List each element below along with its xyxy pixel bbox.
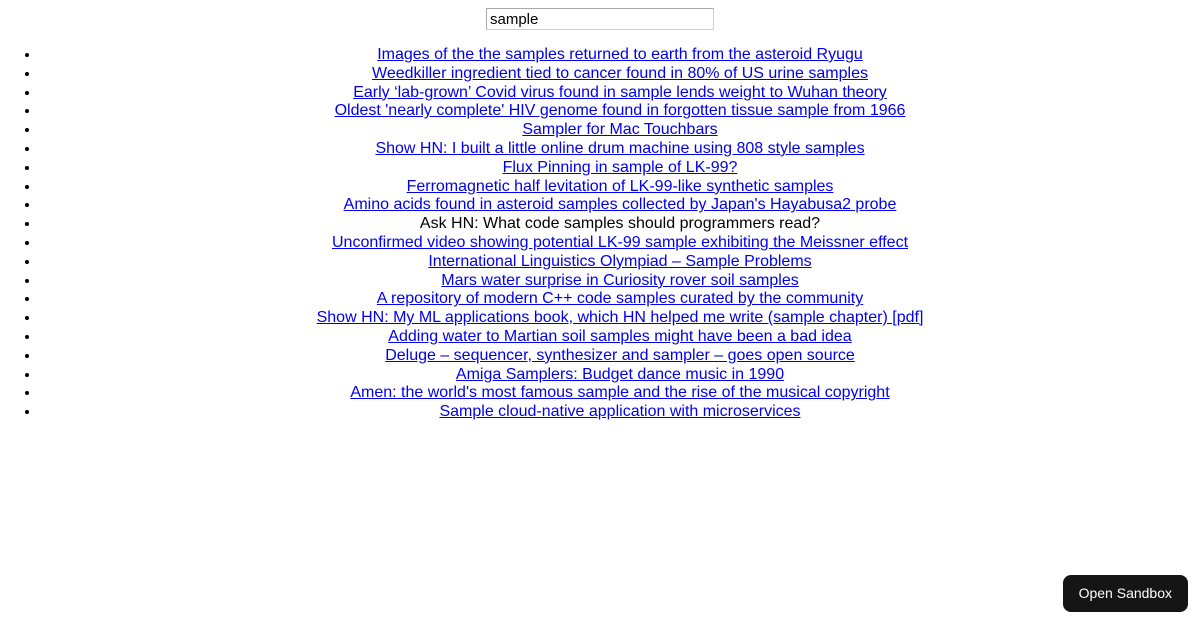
result-link[interactable]: Show HN: My ML applications book, which HN helped me write (sample chapter) [pdf]	[316, 309, 924, 327]
list-item	[40, 403, 1200, 422]
result-link[interactable]: Amen: the world's most famous sample and the rise of the musical copyright	[350, 384, 890, 402]
result-link[interactable]: Amiga Samplers: Budget dance music in 1990	[455, 365, 785, 383]
list-item	[40, 328, 1200, 347]
result-link[interactable]: Mars water surprise in Curiosity rover soil samples	[441, 271, 799, 289]
list-item	[40, 121, 1200, 140]
result-link[interactable]: Flux Pinning in sample of LK-99?	[502, 158, 738, 176]
result-link[interactable]: Sampler for Mac Touchbars	[522, 121, 718, 139]
result-link[interactable]: Deluge – sequencer, synthesizer and sampler – goes open source	[385, 346, 855, 364]
list-item	[40, 347, 1200, 366]
result-text: Ask HN: What code samples should programmers read?	[419, 215, 821, 233]
result-link[interactable]: Sample cloud-native application with microservices	[439, 403, 801, 421]
search-results-list	[0, 46, 1200, 422]
open-sandbox-button[interactable]: Open Sandbox	[1063, 575, 1188, 612]
list-item	[40, 215, 1200, 234]
result-link[interactable]: Early ‘lab-grown’ Covid virus found in sample lends weight to Wuhan theory	[353, 83, 887, 101]
list-item	[40, 384, 1200, 403]
result-link[interactable]: Amino acids found in asteroid samples collected by Japan's Hayabusa2 probe	[343, 196, 897, 214]
list-item	[40, 159, 1200, 178]
result-link[interactable]: Show HN: I built a little online drum machine using 808 style samples	[375, 139, 865, 157]
list-item	[40, 196, 1200, 215]
result-link[interactable]: Oldest 'nearly complete' HIV genome found in forgotten tissue sample from 1966	[334, 102, 906, 120]
list-item	[40, 272, 1200, 291]
list-item	[40, 234, 1200, 253]
search-input[interactable]	[486, 8, 714, 30]
result-link[interactable]: Unconfirmed video showing potential LK-99 sample exhibiting the Meissner effect	[331, 233, 909, 251]
list-item	[40, 140, 1200, 159]
list-item	[40, 253, 1200, 272]
list-item	[40, 84, 1200, 103]
result-link[interactable]: Adding water to Martian soil samples might have been a bad idea	[388, 327, 852, 345]
list-item	[40, 102, 1200, 121]
list-item	[40, 46, 1200, 65]
search-row	[0, 0, 1200, 30]
result-link[interactable]: Weedkiller ingredient tied to cancer found in 80% of US urine samples	[372, 64, 868, 82]
result-link[interactable]: Ferromagnetic half levitation of LK-99-like synthetic samples	[406, 177, 834, 195]
result-link[interactable]: International Linguistics Olympiad – Sample Problems	[428, 252, 812, 270]
list-item	[40, 309, 1200, 328]
result-link[interactable]: A repository of modern C++ code samples curated by the community	[376, 290, 864, 308]
list-item	[40, 65, 1200, 84]
list-item	[40, 366, 1200, 385]
result-link[interactable]: Images of the the samples returned to earth from the asteroid Ryugu	[377, 46, 863, 63]
list-item	[40, 178, 1200, 197]
list-item	[40, 290, 1200, 309]
